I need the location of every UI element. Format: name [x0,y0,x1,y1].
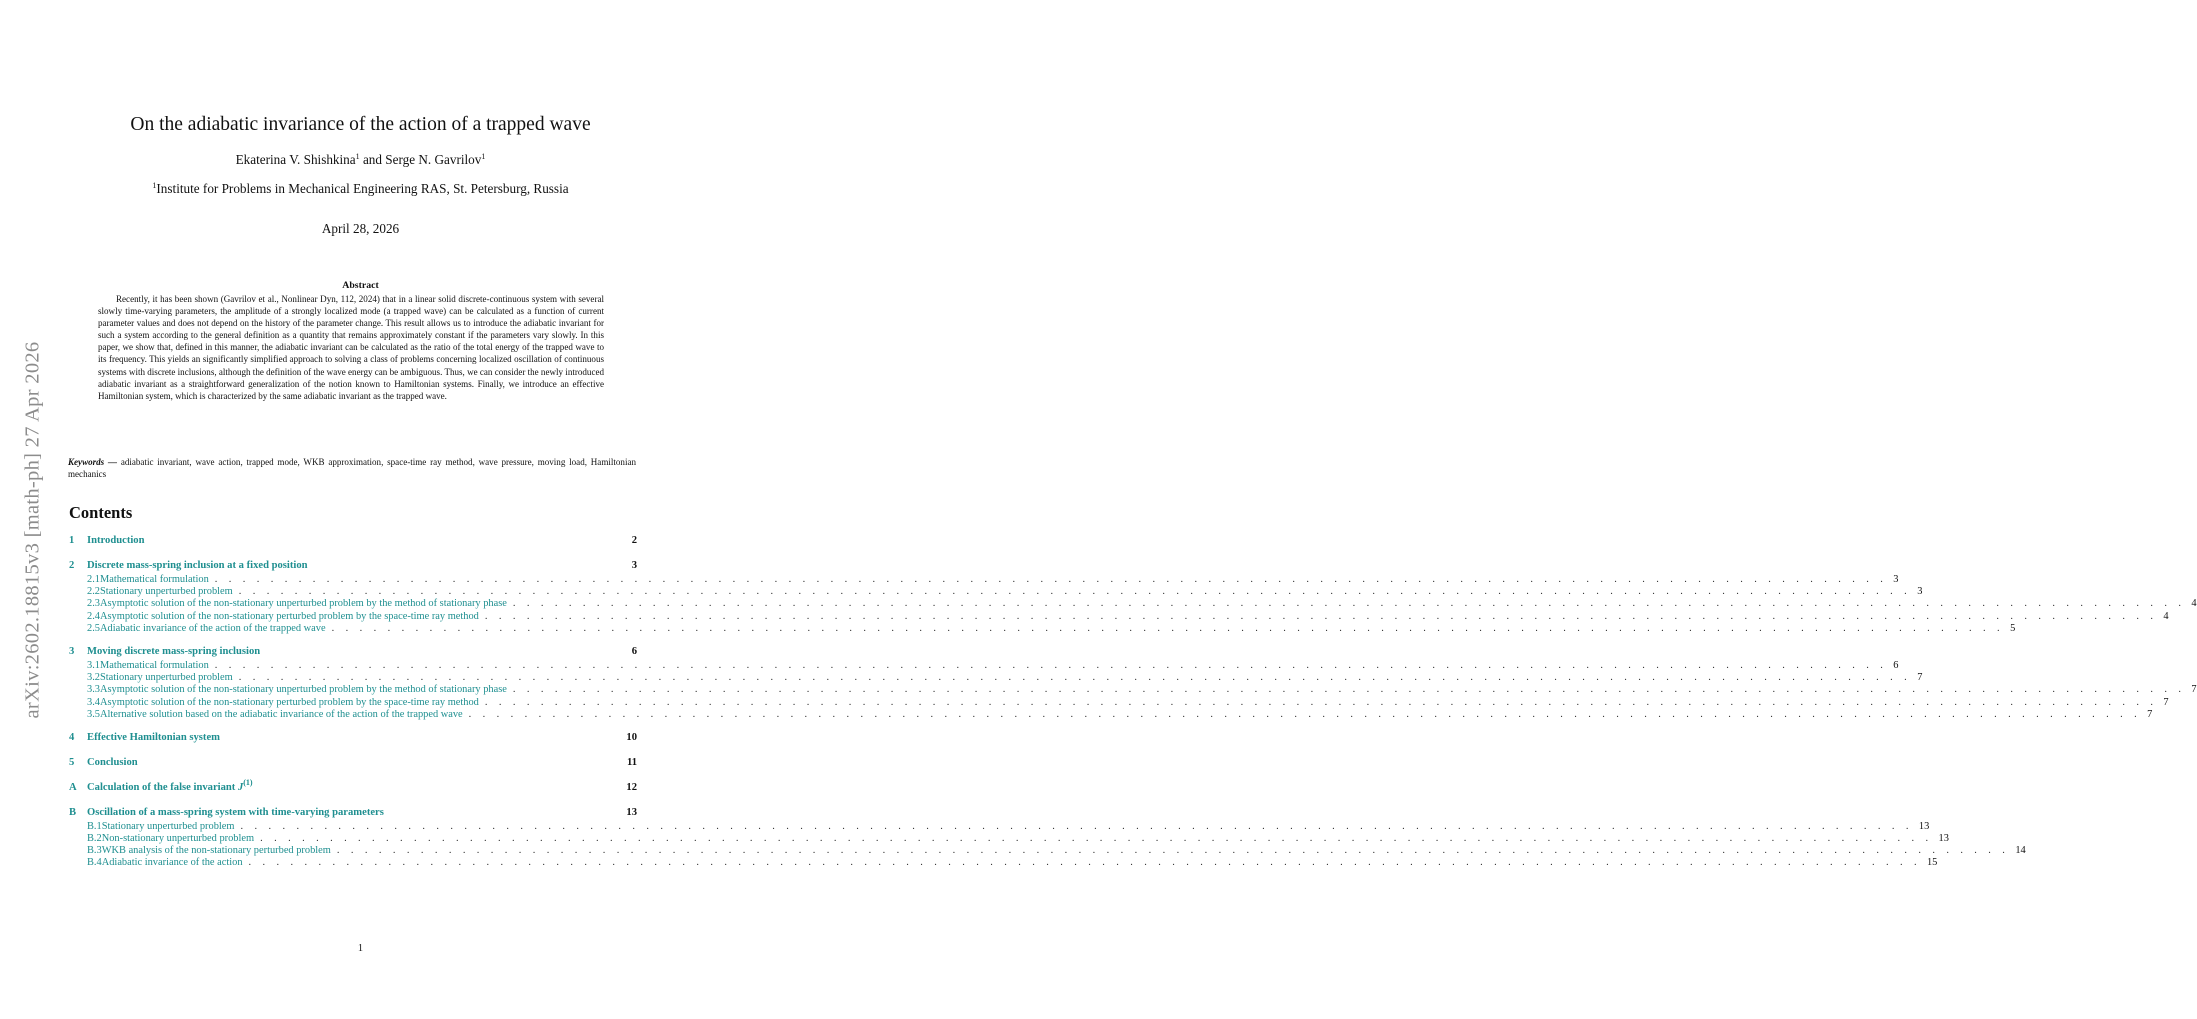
toc-subsection-number: B.1 [87,820,102,832]
toc-section[interactable] [69,777,637,796]
toc-section[interactable] [69,535,637,549]
toc-section-page: 6 [631,645,637,657]
toc-section-title-text: Effective Hamiltonian system [87,731,220,743]
author-joiner: and [359,152,386,167]
toc-subsection-page: 7 [1917,672,1923,684]
toc-subsection[interactable] [69,610,2169,623]
table-of-contents [69,535,2197,870]
toc-section-title-text: Introduction [87,535,145,546]
toc-subsection-page: 13 [1918,820,1930,832]
contents-heading: Contents [69,503,133,522]
toc-subsection-page: 13 [1938,833,1949,845]
toc-subsection-title[interactable]: Mathematical formulation [100,574,209,585]
toc-subsection[interactable] [69,659,1899,672]
toc-subsection-number: 2.3 [87,598,100,610]
toc-section-number: 5 [69,756,75,768]
toc-section-number: 4 [69,731,75,743]
toc-leader-dots: . . . . . . . . . . . . . . . . . . . . . . . . . . . . . . . . . . . . . . . . . . . . . . . . . . . . . . . . . . . . . . . . . . . . . . . . . . . . . . . . . . . . . . . . . . . . . . . . . . . . . . . . . . . . . . . . . . . . . . . . [214,574,1888,585]
toc-section-page: 2 [631,535,637,546]
toc-subsection-title[interactable]: Adiabatic invariance of the action [101,857,243,869]
toc-subsection-page: 3 [1893,574,1899,585]
toc-leader-dots: . . . . . . . . . . . . . . . . . . . . . . . . . . . . . . . . . . . . . . . . . . . . . . . . . . . . . . . . . . . . . . . . . . . . . . . . . . . . . . . . . . . . . . . . . . . . . . . . . . . . . . . . . . . . . . . . . . . . . . . . [336,845,2010,857]
toc-subsection[interactable] [69,696,2169,709]
toc-section-page: 11 [626,756,637,768]
toc-math-superscript: (1) [243,777,253,787]
toc-subsection-page: 6 [1893,659,1899,671]
toc-subsection-number: B.2 [87,833,102,845]
toc-subsection[interactable] [69,586,1923,598]
toc-subsection-title[interactable]: Non-stationary unperturbed problem [101,833,255,845]
toc-subsection-title[interactable]: Asymptotic solution of the non-stationary perturbed problem by the space-time ray method [100,696,479,708]
toc-subsection-number: 3.2 [87,672,100,684]
toc-section-number: 1 [69,535,75,546]
toc-subsection-number: 2.5 [87,622,100,634]
toc-section-title[interactable] [87,646,619,657]
toc-subsection-number: 3.4 [87,696,100,708]
toc-leader-dots: . . . . . . . . . . . . . . . . . . . . . . . . . . . . . . . . . . . . . . . . . . . . . . . . . . . . . . . . . . . . . . . . . . . . . . . . . . . . . . . . . . . . . . . . . . . . . . . . . . . . . . . . . . . . . . . . . . . . . . . . [484,610,2158,622]
toc-leader-dots: . . . . . . . . . . . . . . . . . . . . . . . . . . . . . . . . . . . . . . . . . . . . . . . . . . . . . . . . . . . . . . . . . . . . . . . . . . . . . . . . . . . . . . . . . . . . . . . . . . . . . . . . . . . . . . . . . . . . . . . . [468,708,2142,720]
toc-section[interactable] [69,646,637,660]
toc-leader-dots: . . . . . . . . . . . . . . . . . . . . . . . . . . . . . . . . . . . . . . . . . . . . . . . . . . . . . . . . . . . . . . . . . . . . . . . . . . . . . . . . . . . . . . . . . . . . . . . . . . . . . . . . . . . . . . . . . . . . . . . . [512,684,2186,696]
affiliation-mark: 1 [481,152,486,161]
toc-subsection[interactable] [69,833,1949,845]
toc-subsection-number: 2.2 [87,586,100,598]
toc-subsection[interactable] [69,708,2153,721]
toc-subsection-title[interactable]: Asymptotic solution of the non-stationary unperturbed problem by the method of stationary phase [100,598,507,610]
toc-subsection-number: B.4 [87,857,102,869]
toc-subsection[interactable] [69,857,1938,869]
affiliation-mark: 1 [152,181,157,190]
toc-subsection-page: 4 [2163,610,2169,622]
toc-leader-dots: . . . . . . . . . . . . . . . . . . . . . . . . . . . . . . . . . . . . . . . . . . . . . . . . . . . . . . . . . . . . . . . . . . . . . . . . . . . . . . . . . . . . . . . . . . . . . . . . . . . . . . . . . . . . . . . . . . . . . . . . [512,598,2186,610]
authors [0,152,721,168]
keywords [68,456,636,480]
keywords-label: Keywords — [68,457,118,467]
affiliation-text: Institute for Problems in Mechanical Engineering RAS, St. Petersburg, Russia [156,181,569,196]
toc-leader-dots: . . . . . . . . . . . . . . . . . . . . . . . . . . . . . . . . . . . . . . . . . . . . . . . . . . . . . . . . . . . . . . . . . . . . . . . . . . . . . . . . . . . . . . . . . . . . . . . . . . . . . . . . . . . . . . . . . . . . . . . . [484,696,2158,708]
toc-leader-dots: . . . . . . . . . . . . . . . . . . . . . . . . . . . . . . . . . . . . . . . . . . . . . . . . . . . . . . . . . . . . . . . . . . . . . . . . . . . . . . . . . . . . . . . . . . . . . . . . . . . . . . . . . . . . . . . . . . . . . . . . [238,586,1912,598]
toc-subsection-title[interactable]: Stationary unperturbed problem [101,820,235,832]
toc-section-page: 3 [631,560,637,571]
toc-section-page: 10 [626,731,637,743]
arxiv-stamp [20,290,46,770]
toc-section[interactable] [69,757,637,771]
toc-subsection-page: 4 [2191,598,2197,610]
keywords-text: adiabatic invariant, wave action, trapped mode, WKB approximation, space-time ray method, wave pressure, moving load, Hamiltonian mechanics [68,457,637,480]
paper-date: April 28, 2026 [321,221,400,236]
toc-subsection-title[interactable]: Asymptotic solution of the non-stationary unperturbed problem by the method of stationary phase [100,684,507,696]
abstract-text: Recently, it has been shown (Gavrilov et al., Nonlinear Dyn, 112, 2024) that in a linear solid discrete-continuous system with several slowly time-varying parameters, the amplitude of a strongly localized mode (a trapped wave) can be calculated as a function of current parameter values and does not depend on the history of the parameter change. This result allows us to introduce the adiabatic invariant for such a system according to the general definition as a quantity that remains approximately constant if the parameters vary slowly. In this paper, we show that, defined in this manner, the adiabatic invariant can be calculated as the ratio of the total energy of the trapped wave to its frequency. This yields an significantly simplified approach to solving a class of problems concerning localized oscillation of continuous systems with discrete inclusions, although the definition of the wave energy can be ambiguous. Thus, we can consider the newly introduced adiabatic invariant as a straightforward generalization of the notion known to Hamiltonian systems. Finally, we introduce an effective Hamiltonian system, which is characterized by the same adiabatic invariant as the trapped wave. [98,294,604,401]
toc-section-title[interactable] [87,732,619,743]
toc-subsection[interactable] [69,672,1923,684]
toc-subsection-page: 7 [2163,696,2169,708]
toc-section-title-text: Oscillation of a mass-spring system with time-varying parameters [87,806,384,818]
toc-subsection-page: 7 [2147,708,2153,720]
toc-leader-dots: . . . . . . . . . . . . . . . . . . . . . . . . . . . . . . . . . . . . . . . . . . . . . . . . . . . . . . . . . . . . . . . . . . . . . . . . . . . . . . . . . . . . . . . . . . . . . . . . . . . . . . . . . . . . . . . . . . . . . . . . [260,833,1933,845]
page-number: 1 [357,943,364,954]
toc-subsection-page: 5 [2010,622,2016,634]
toc-section-number: B [69,806,77,818]
toc-subsection-title[interactable]: Asymptotic solution of the non-stationary perturbed problem by the space-time ray method [100,610,479,622]
toc-section-number: 2 [69,560,75,571]
toc-subsection-page: 7 [2191,684,2197,696]
toc-section-title[interactable] [87,535,619,546]
toc-subsection-page: 3 [1917,586,1923,598]
toc-subsection-number: 3.3 [87,684,100,696]
toc-section-title[interactable] [87,777,619,793]
toc-subsection-title[interactable]: Stationary unperturbed problem [100,586,233,598]
toc-leader-dots: . . . . . . . . . . . . . . . . . . . . . . . . . . . . . . . . . . . . . . . . . . . . . . . . . . . . . . . . . . . . . . . . . . . . . . . . . . . . . . . . . . . . . . . . . . . . . . . . . . . . . . . . . . . . . . . . . . . . . . . . [240,820,1913,832]
toc-section-title-text: Conclusion [87,756,138,768]
toc-subsection-title[interactable]: Alternative solution based on the adiabatic invariance of the action of the trapped wave [100,708,463,720]
toc-math-symbol: J [237,781,244,793]
toc-leader-dots: . . . . . . . . . . . . . . . . . . . . . . . . . . . . . . . . . . . . . . . . . . . . . . . . . . . . . . . . . . . . . . . . . . . . . . . . . . . . . . . . . . . . . . . . . . . . . . . . . . . . . . . . . . . . . . . . . . . . . . . . [238,672,1912,684]
toc-subsection-number: 2.1 [87,574,100,585]
toc-section-number: 3 [69,645,75,657]
toc-section-title[interactable] [87,757,619,768]
toc-subsection[interactable] [69,598,2197,610]
toc-subsection[interactable] [69,574,1899,586]
toc-section[interactable] [69,560,637,574]
toc-section-title[interactable] [87,560,619,571]
paper-title: On the adiabatic invariance of the action of a trapped wave [130,114,591,135]
toc-section-title[interactable] [87,807,619,818]
toc-subsection-number: 2.4 [87,610,100,622]
toc-section-title-text: Discrete mass-spring inclusion at a fixed position [87,560,308,571]
author-name: Ekaterina V. Shishkina [235,152,356,167]
toc-subsection-title[interactable]: Adiabatic invariance of the action of the trapped wave [100,622,326,634]
toc-subsection-page: 15 [1926,857,1938,869]
toc-leader-dots: . . . . . . . . . . . . . . . . . . . . . . . . . . . . . . . . . . . . . . . . . . . . . . . . . . . . . . . . . . . . . . . . . . . . . . . . . . . . . . . . . . . . . . . . . . . . . . . . . . . . . . . . . . . . . . . . . . . . . . . . [331,622,2005,634]
toc-subsection-title[interactable]: Mathematical formulation [100,659,209,671]
toc-subsection-number: 3.5 [87,708,100,720]
toc-section-page: 12 [626,781,637,793]
toc-section-title-text: Calculation of the false invariant [87,781,238,793]
toc-section-number: A [69,781,77,793]
toc-subsection-number: 3.1 [87,659,100,671]
author-name: Serge N. Gavrilov [385,152,482,167]
toc-section[interactable] [69,807,637,821]
toc-subsection[interactable] [69,684,2197,696]
toc-subsection[interactable] [69,622,2016,635]
toc-subsection-page: 14 [2015,845,2026,857]
toc-leader-dots: . . . . . . . . . . . . . . . . . . . . . . . . . . . . . . . . . . . . . . . . . . . . . . . . . . . . . . . . . . . . . . . . . . . . . . . . . . . . . . . . . . . . . . . . . . . . . . . . . . . . . . . . . . . . . . . . . . . . . . . . [248,857,1921,869]
toc-subsection-title[interactable]: Stationary unperturbed problem [100,672,233,684]
toc-subsection-number: B.3 [87,845,102,857]
toc-subsection-title[interactable]: WKB analysis of the non-stationary perturbed problem [101,845,331,857]
toc-subsection[interactable] [69,820,1930,833]
toc-section[interactable] [69,732,637,746]
arxiv-stamp-text: arXiv:2602.18815v3 [math-ph] 27 Apr 2026 [21,341,44,719]
toc-section-title-text: Moving discrete mass-spring inclusion [87,645,261,657]
toc-leader-dots: . . . . . . . . . . . . . . . . . . . . . . . . . . . . . . . . . . . . . . . . . . . . . . . . . . . . . . . . . . . . . . . . . . . . . . . . . . . . . . . . . . . . . . . . . . . . . . . . . . . . . . . . . . . . . . . . . . . . . . . . [214,659,1888,671]
affiliation-mark: 1 [355,152,360,161]
affiliation [0,181,721,197]
toc-subsection[interactable] [69,845,2026,857]
toc-section-page: 13 [626,806,637,818]
abstract-heading: Abstract [342,280,379,291]
